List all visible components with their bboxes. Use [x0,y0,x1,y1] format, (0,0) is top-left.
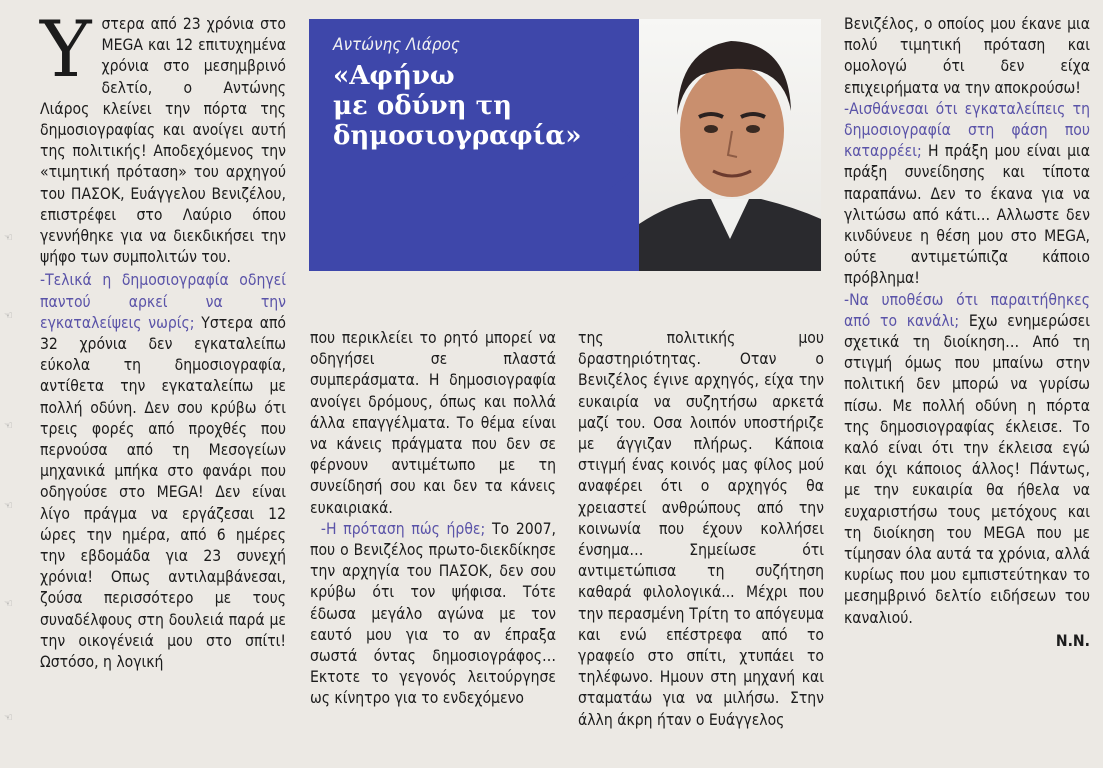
answer-4: Εχω ενημερώσει σχετικά τη διοίκηση… Από τη στιγμή όμως που μπαίνω στην πολιτική δεν μπορώ να γυρίσω πίσω. Με πολλή οδύνη η πόρτα της δημοσιογραφίας έκλεισε. Το καλό είναι ότι την έκλεισα εγώ και όχι κάποιος άλλος! Πάντως, με την ευκαιρία θα ήθελα να ευχαριστήσω τους μετόχους και τη διοίκηση του MEGA που με τίμησαν όλα αυτά τα χρόνια, αλλά κυρίως που μου εμπιστεύτηκαν το μεσημβρινό δελτίο ειδήσεων του καναλιού. [844,311,1090,627]
article-column-4 [844,14,1090,652]
qa-block-3 [844,99,1090,290]
feature-title-box [309,19,821,271]
portrait-illustration [639,19,821,271]
col2-paragraph: που περικλείει το ρητό μπορεί να οδηγήσει σε πλαστά συμπεράσματα. Η δημοσιογραφία ανοίγει δρόμους, όπως και πολλά άλλα επαγγέλματα. Το θέμα είναι να κάνεις πράγματα που δεν σε φέρνουν αντιμέτωπο με τη συνείδησή σου και δεν τα κάνεις ευκαιριακά. [310,329,556,517]
lead-text: στερα από 23 χρόνια στο MEGA και 12 επιτυχημένα χρόνια στο μεσημβρινό δελτίο, ο Αντώνης Λιάρος κλείνει την πόρτα της δημοσιογραφίας και ανοίγει αυτή της πολιτικής! Αποδεχόμενος την «τιμητική πρόταση» του αρχηγού του ΠΑΣΟΚ, Ευάγγελου Βενιζέλου, επιστρέφει στο Λαύριο όπου γεννήθηκε για να διεκδικήσει την ψήφο των συμπολιτών του. [40,15,286,267]
answer-3: Η πράξη μου είναι μια πράξη συνείδησης και τίποτα παραπάνω. Δεν το έκανα για να γλιτώσω από κάτι… Αλλωστε δεν κινδύνευε η θέση μου στο MEGA, ούτε αντιμετώπιζα κάποιο πρόβλημα! [844,142,1090,288]
question-3: -Αισθάνεσαι ότι εγκαταλείπεις τη δημοσιογραφία στη φάση που καταρρέει; [844,99,1090,161]
drop-cap: Υ [40,5,92,95]
question-2: -Η πρόταση πώς ήρθε; [320,519,486,538]
lead-paragraph [40,5,286,268]
article-column-2 [310,328,556,710]
answer-1: Υστερα από 32 χρόνια δεν εγκαταλείπω εύκολα τη δημοσιογραφία, αντίθετα την εγκαταλείπω με πολλή οδύνη. Δεν σου κρύβω ότι τρεις φορές από προχθές που περνούσα από τη Μεσογείων μηχανικά μπήκα στο φανάρι που οδηγούσε στο MEGA! Δεν είναι λίγο πράγμα να εργάζεσαι 12 ώρες την ημέρα, από 6 ημέρες την εβδομάδα για 23 συνεχή χρόνια! Οπως αντιλαμβάνεσαι, ζούσα περισσότερο με τους συναδέλφους στη δουλειά παρά με την οικογένειά μου στο σπίτι! Ωστόσο, η λογική [40,313,286,672]
author-signature: N.N. [1055,631,1090,650]
qa-block-4 [844,290,1090,629]
qa-block-1 [40,270,286,673]
article-column-1 [40,5,286,673]
headline-line-3: δημοσιογραφία» [333,121,582,151]
pointing-hand-icon: ☜ [4,597,13,610]
question-1: -Τελικά η δημοσιογραφία οδηγεί παντού αρκεί να την εγκαταλείψεις νωρίς; [40,271,286,332]
headline [333,61,582,151]
col3-paragraph: της πολιτικής μου δραστηριότητας. Οταν ο Βενιζέλος έγινε αρχηγός, είχα την ευκαιρία να συζητήσω αρκετά μαζί του. Οσα λοιπόν υποστήριζε με άγγιζαν πλήρως. Κάποια στιγμή ένας κοινός μας φίλος μού αναφέρει ότι ο αρχηγός θα χρειαστεί ανθρώπους από την κοινωνία που έχουν κολλήσει ένσημα… Σημείωσε ότι αντιμετώπισα τη συζήτηση καθαρά φιλολογικά... Μέχρι που την περασμένη Τρίτη το απόγευμα και ενώ επέστρεφα από το γραφείο στο σπίτι, χτυπάει το τηλέφωνο. Ημουν στη μηχανή και σταματάω για να μιλήσω. Στην άλλη άκρη ήταν ο Ευάγγελος [578,329,824,729]
pointing-hand-icon: ☜ [4,711,13,724]
pointing-hand-icon: ☜ [4,419,13,432]
pointing-hand-icon: ☜ [4,499,13,512]
col4-paragraph: Βενιζέλος, ο οποίος μου έκανε μια πολύ τιμητική πρόταση και ομολογώ ότι δεν είχα επιχειρήματα να την αποκρούσω! [844,15,1090,97]
question-4: -Να υποθέσω ότι παραιτήθηκες από το κανάλι; [844,290,1090,330]
interviewee-name: Αντώνης Λιάρος [333,35,460,55]
answer-2: Το 2007, που ο Βενιζέλος πρωτο-διεκδίκησε την αρχηγία του ΠΑΣΟΚ, δεν σου κρύβω ότι τον ψήφισα. Τότε έδωσα μεγάλο αγώνα με τον εαυτό μου για το αν έπραξα σωστά όντας δημοσιογράφος… Εκτοτε το γεγονός λειτούργησε ως κίνητρο για το ενδεχόμενο [310,519,556,708]
portrait-photo [639,19,821,271]
pointing-hand-icon: ☜ [4,231,13,244]
article-column-3 [578,328,824,731]
pointing-hand-icon: ☜ [4,309,13,322]
headline-line-2: με οδύνη τη [333,91,513,121]
qa-block-2 [310,519,556,710]
headline-line-1: «Αφήνω [333,61,455,91]
